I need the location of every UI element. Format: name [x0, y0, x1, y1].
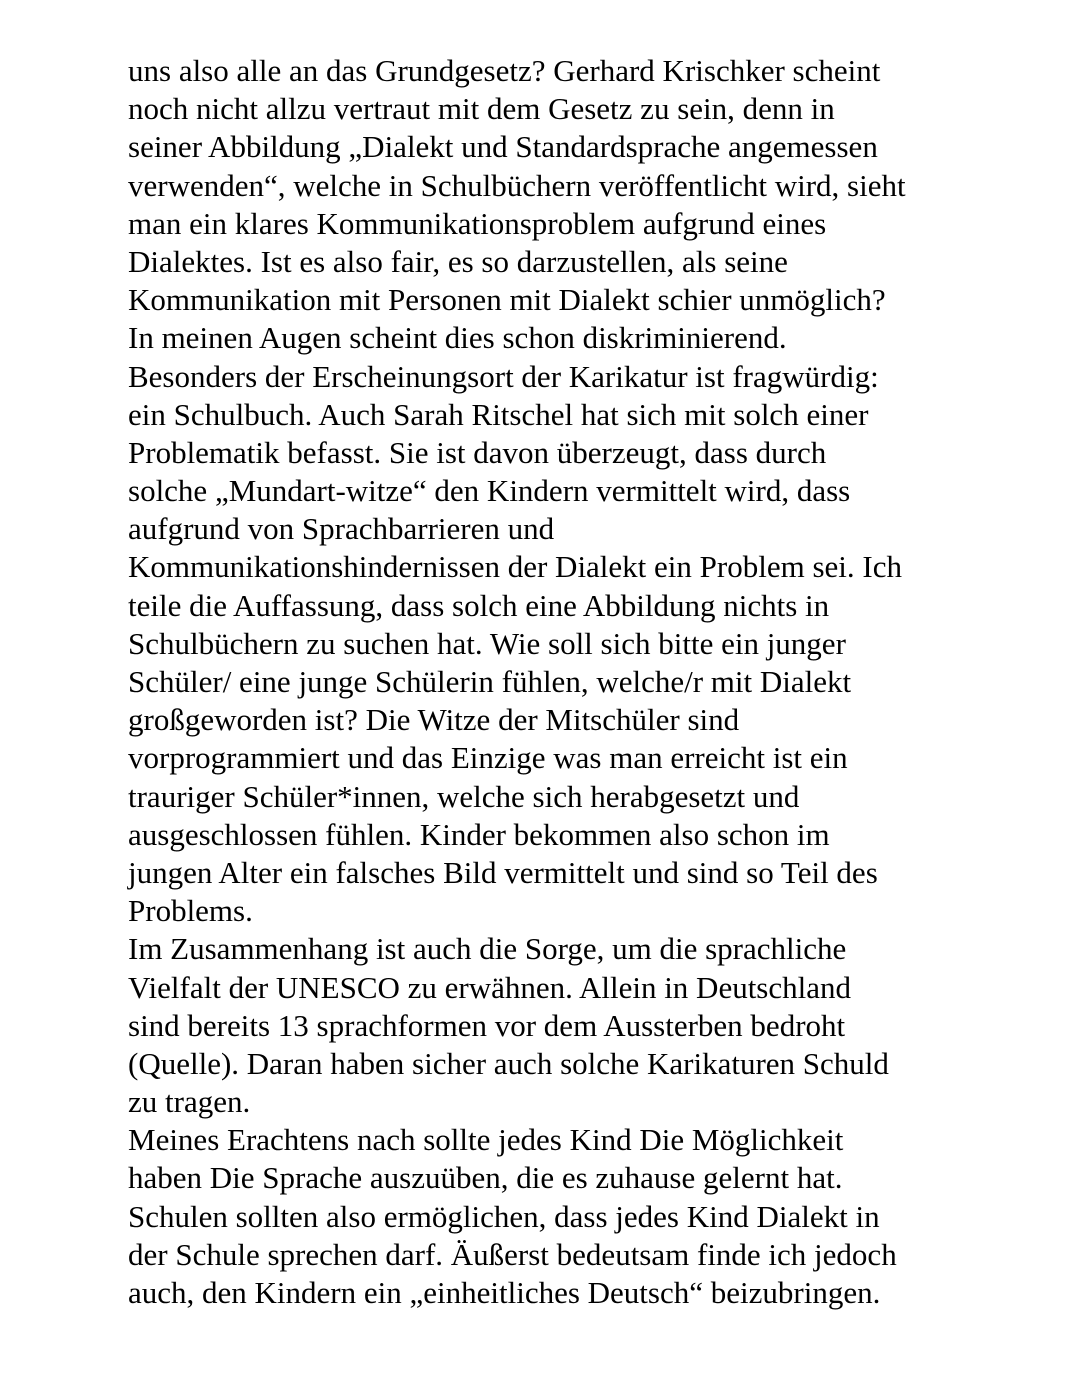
text-line: seiner Abbildung „Dialekt und Standardsprache angemessen — [128, 129, 878, 165]
text-line: Problematik befasst. Sie ist davon überzeugt, dass durch — [128, 434, 827, 470]
text-line: haben Die Sprache auszuüben, die es zuhause gelernt hat. — [128, 1160, 843, 1196]
text-line: aufgrund von Sprachbarrieren und — [128, 511, 555, 547]
text-line: solche „Mundart-witze“ den Kindern vermittelt wird, dass — [128, 473, 851, 509]
text-line: Kommunikation mit Personen mit Dialekt schier unmöglich? — [128, 282, 886, 318]
text-line: Schulbüchern zu suchen hat. Wie soll sich bitte ein junger — [128, 625, 846, 661]
text-line: teile die Auffassung, dass solch eine Abbildung nichts in — [128, 587, 830, 623]
text-line: der Schule sprechen darf. Äußerst bedeutsam finde ich jedoch — [128, 1236, 897, 1272]
text-line: zu tragen. — [128, 1084, 251, 1120]
text-line: uns also alle an das Grundgesetz? Gerhard Krischker scheint — [128, 53, 881, 88]
text-line: großgeworden ist? Die Witze der Mitschüler sind — [128, 702, 740, 738]
text-line: Schüler/ eine junge Schülerin fühlen, welche/r mit Dialekt — [128, 664, 852, 699]
text-line: jungen Alter ein falsches Bild vermittelt und sind so Teil des — [128, 854, 878, 890]
text-line: Schulen sollten also ermöglichen, dass jedes Kind Dialekt in — [128, 1198, 880, 1234]
text-line: ein Schulbuch. Auch Sarah Ritschel hat sich mit solch einer — [128, 396, 869, 432]
text-line: Kommunikationshindernissen der Dialekt ein Problem sei. Ich — [128, 549, 902, 585]
text-line: Problems. — [128, 893, 253, 929]
document-body — [128, 52, 1028, 1312]
text-line: Im Zusammenhang ist auch die Sorge, um die sprachliche — [128, 931, 847, 967]
text-line: verwenden“, welche in Schulbüchern veröffentlicht wird, sieht — [128, 167, 906, 203]
text-line: Besonders der Erscheinungsort der Karikatur ist fragwürdig: — [128, 358, 879, 394]
text-line: noch nicht allzu vertraut mit dem Gesetz zu sein, denn in — [128, 91, 835, 127]
text-line: In meinen Augen scheint dies schon diskriminierend. — [128, 320, 787, 356]
text-line: Meines Erachtens nach sollte jedes Kind Die Möglichkeit — [128, 1122, 844, 1158]
text-line: vorprogrammiert und das Einzige was man erreicht ist ein — [128, 740, 848, 776]
text-line: auch, den Kindern ein „einheitliches Deutsch“ beizubringen. — [128, 1275, 881, 1310]
text-line: Dialektes. Ist es also fair, es so darzustellen, als seine — [128, 243, 788, 279]
text-line: sind bereits 13 sprachformen vor dem Aussterben bedroht — [128, 1007, 846, 1043]
text-line: ausgeschlossen fühlen. Kinder bekommen also schon im — [128, 816, 830, 852]
text-line: trauriger Schüler*innen, welche sich herabgesetzt und — [128, 778, 800, 814]
text-line: Vielfalt der UNESCO zu erwähnen. Allein in Deutschland — [128, 969, 852, 1005]
text-line: man ein klares Kommunikationsproblem aufgrund eines — [128, 205, 827, 241]
text-line: (Quelle). Daran haben sicher auch solche Karikaturen Schuld — [128, 1045, 889, 1081]
